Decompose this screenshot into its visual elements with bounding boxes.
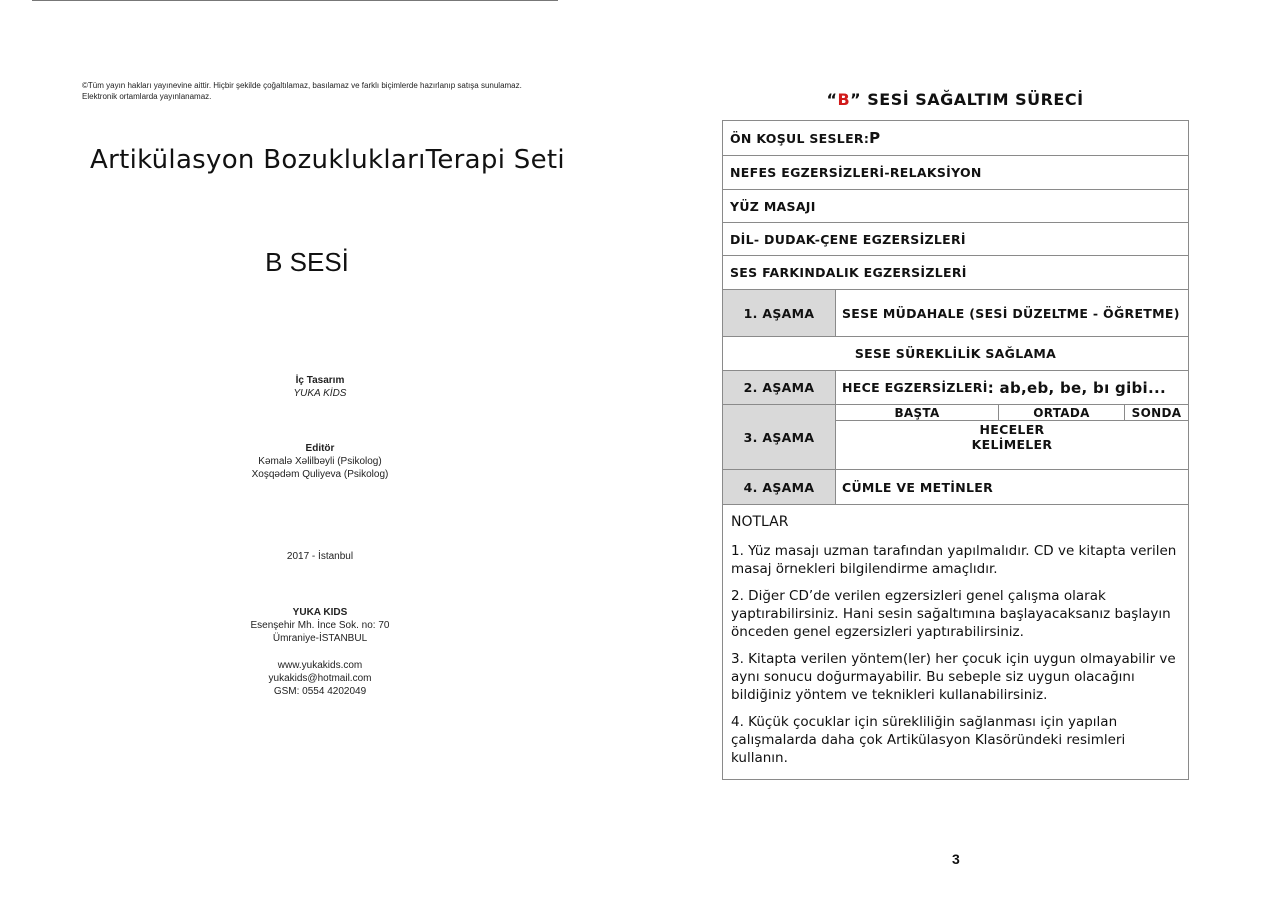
stage-1-content: SESE MÜDAHALE (SESİ DÜZELTME - ÖĞRETME) <box>842 305 1180 321</box>
syllables-text: HECELER <box>979 422 1045 437</box>
copyright-notice <box>82 80 582 102</box>
publisher-address-2: Ümraniye-İSTANBUL <box>272 633 368 644</box>
page-number: 3 <box>952 851 960 867</box>
copyright-line-2: Elektronik ortamlarda yayınlanamaz. <box>82 92 212 101</box>
position-header <box>836 405 1188 421</box>
publisher-name: YUKA KIDS <box>292 607 348 618</box>
stage-1-row <box>723 290 1188 337</box>
position-start: BAŞTA <box>836 405 999 420</box>
prereq-row <box>723 121 1188 156</box>
note-4: 4. Küçük çocuklar için sürekliliğin sağlanması için yapılan çalışmalarda daha çok Artikülasyon Klasöründeki resimleri kullanın. <box>731 714 1126 766</box>
position-end: SONDA <box>1131 405 1182 420</box>
publisher-info <box>200 606 440 698</box>
copyright-line-1: ©Tüm yayın hakları yayınevine aittir. Hiçbir şekilde çoğaltılamaz, basılamaz ve farklı biçimlerde hazırlanıp satışa sunulamaz. <box>82 81 522 90</box>
continuity-row <box>723 337 1188 371</box>
title-quote-open: “ <box>826 90 838 109</box>
note-3: 3. Kitapta verilen yöntem(ler) her çocuk için uygun olmayabilir ve aynı sonucu doğurmayabilir. Bu sebeple siz uygun olacağını bildiğiniz yöntem ve teknikleri kullanabilirsiniz. <box>731 651 1176 703</box>
breathing-text: NEFES EGZERSİZLERİ-RELAKSİYON <box>730 165 982 180</box>
stage-2-prefix: HECE EGZERSİZLERİ <box>842 380 988 395</box>
table-title <box>722 90 1188 109</box>
editor-credit <box>200 442 440 481</box>
prereq-value: P <box>869 129 881 147</box>
title-letter: B <box>837 90 851 109</box>
stage-2-label: 2. AŞAMA <box>723 371 836 404</box>
publisher-email: yukakids@hotmail.com <box>268 673 372 684</box>
oral-motor-row <box>723 223 1188 256</box>
breathing-row <box>723 156 1188 190</box>
editor-label: Editör <box>305 443 335 454</box>
position-middle: ORTADA <box>999 405 1125 420</box>
continuity-text: SESE SÜREKLİLİK SAĞLAMA <box>854 346 1057 361</box>
stage-3-row <box>723 405 1188 470</box>
notes-section <box>723 505 1188 779</box>
stage-2-row <box>723 371 1188 405</box>
top-divider <box>32 0 558 1</box>
editor-name-1: Kəmalə Xəlilbəyli (Psikolog) <box>258 456 382 467</box>
prereq-label: ÖN KOŞUL SESLER: <box>730 130 870 146</box>
awareness-text: SES FARKINDALIK EGZERSİZLERİ <box>730 265 967 280</box>
year-city: 2017 - İstanbul <box>286 551 354 562</box>
note-2: 2. Diğer CD’de verilen egzersizleri genel çalışma olarak yaptırabilirsiniz. Hani sesin sağaltımına başlayacaksanız başlayın önceden genel egzersizleri yaptırabilirsiniz. <box>731 588 1171 640</box>
stage-4-row <box>723 470 1188 505</box>
publisher-address-1: Esenşehir Mh. İnce Sok. no: 70 <box>250 620 390 631</box>
stage-3-label: 3. AŞAMA <box>723 405 836 469</box>
title-rest: ” SESİ SAĞALTIM SÜRECİ <box>850 90 1084 109</box>
stage-4-label: 4. AŞAMA <box>723 470 836 504</box>
publisher-website: www.yukakids.com <box>277 660 363 671</box>
face-massage-text: YÜZ MASAJI <box>730 198 816 214</box>
stage-1-label: 1. AŞAMA <box>723 290 836 336</box>
stage-2-examples: : ab,eb, be, bı gibi... <box>987 378 1166 397</box>
design-label: İç Tasarım <box>295 375 345 386</box>
stage-4-content: CÜMLE VE METİNLER <box>842 479 994 495</box>
publisher-phone: GSM: 0554 4202049 <box>273 686 367 697</box>
editor-name-2: Xoşqədəm Quliyeva (Psikolog) <box>251 469 389 480</box>
book-title: Artikülasyon BozukluklarıTerapi Seti <box>90 145 565 175</box>
therapy-process-table <box>722 120 1189 780</box>
design-credit <box>200 374 440 400</box>
note-1: 1. Yüz masajı uzman tarafından yapılmalıdır. CD ve kitapta verilen masaj örnekleri bilgilendirme amaçlıdır. <box>731 543 1177 577</box>
notes-title: NOTLAR <box>731 514 789 530</box>
awareness-row <box>723 256 1188 290</box>
sound-title: B SESİ <box>265 247 349 277</box>
design-name: YUKA KİDS <box>293 388 347 399</box>
face-massage-row <box>723 190 1188 223</box>
words-text: KELİMELER <box>971 437 1053 452</box>
oral-motor-text: DİL- DUDAK-ÇENE EGZERSİZLERİ <box>730 231 966 247</box>
